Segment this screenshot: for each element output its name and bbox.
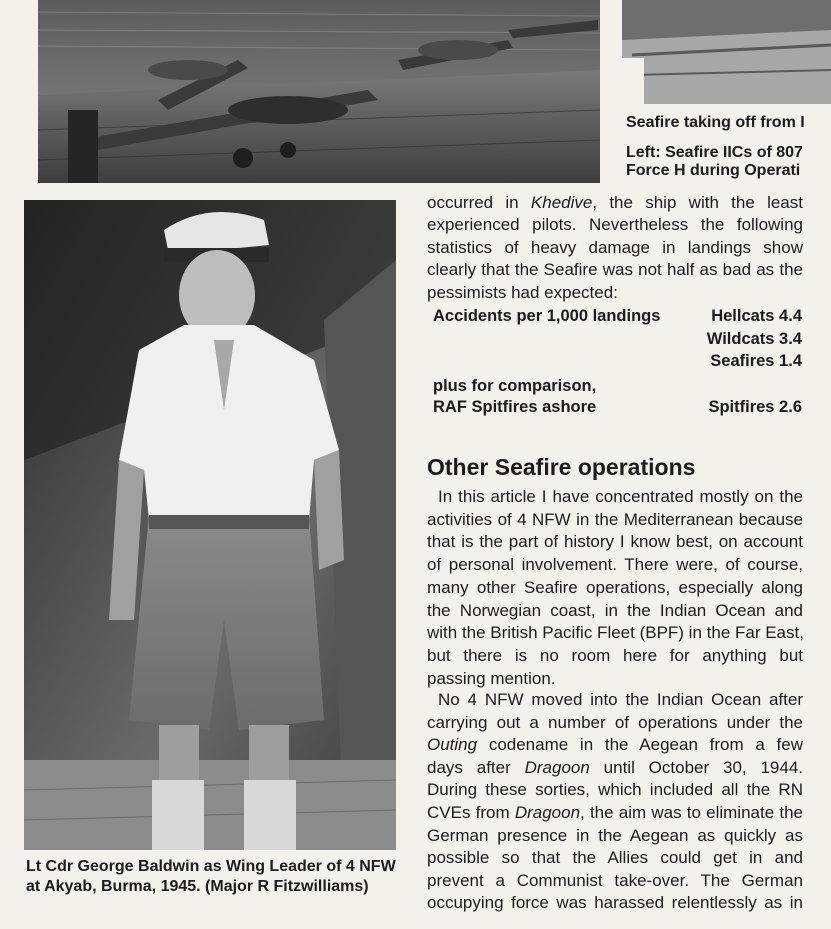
para1-line: but there is no room here for anything but — [427, 645, 803, 665]
para2-text: German presence in the Aegean as quickly as — [427, 825, 803, 845]
deck-photo-caption-line-2: Force H during Operati — [626, 162, 801, 179]
para1-line: many other Seafire operations, especially along — [427, 577, 803, 597]
deck-photo-caption-line-1: Left: Seafire IICs of 807 — [626, 144, 803, 161]
intro-text: , the ship with the least — [592, 193, 803, 212]
baldwin-portrait-photo — [24, 200, 396, 850]
seafires-on-deck-photo — [38, 0, 600, 183]
para2-line — [427, 757, 803, 779]
para1-line: passing mention. — [427, 668, 556, 688]
seafire-takeoff-photo — [622, 0, 831, 104]
para2-line — [427, 847, 803, 869]
intro-line — [427, 282, 618, 304]
para1-line: activities of 4 NFW in the Mediterranean because — [427, 509, 803, 529]
intro-line — [427, 259, 803, 281]
intro-text: experienced pilots. Nevertheless the following — [427, 215, 803, 235]
para2-line — [427, 712, 803, 734]
para2-text: No 4 NFW moved into the Indian Ocean after — [438, 690, 803, 709]
intro-line — [427, 237, 803, 259]
intro-text: occurred in — [427, 193, 531, 212]
para2-text: prevent a Communist take-over. The German — [427, 870, 803, 890]
intro-line — [427, 192, 803, 214]
para2-line — [427, 779, 803, 801]
para1-line: the Norwegian coast, in the Indian Ocean and — [427, 600, 803, 620]
stat-row-hellcats: Hellcats 4.4 — [711, 307, 802, 325]
comparison-label-1: plus for comparison, — [433, 377, 597, 395]
intro-line — [427, 214, 803, 236]
para2-italic-text: Dragoon — [524, 757, 590, 777]
para2-line — [438, 689, 803, 711]
intro-text: statistics of heavy damage in landings show — [427, 237, 803, 257]
para1-line: In this article I have concentrated mostly on the — [438, 487, 803, 506]
para2-text: occupying force was harassed relentlessly as in — [427, 893, 803, 913]
para2-line — [427, 802, 803, 824]
para2-text: During these sorties, which included all the RN — [427, 780, 803, 800]
para2-italic-text: Outing — [427, 735, 478, 755]
section-heading: Other Seafire operations — [427, 454, 696, 480]
para2-text: days after — [427, 757, 525, 777]
intro-italic-text: Khedive — [530, 193, 593, 212]
stats-label: Accidents per 1,000 landings — [433, 307, 661, 325]
para2-line — [427, 870, 803, 892]
para1-line: that is the part of history I know best, on account — [427, 532, 803, 552]
para2-line — [427, 892, 803, 914]
para2-text: codename in the Aegean from a few — [477, 735, 803, 755]
intro-text: pessimists had expected: — [427, 282, 618, 302]
para2-line — [427, 825, 803, 847]
para1-line: of personal involvement. There were, of course, — [427, 555, 803, 575]
para2-italic-text: Dragoon — [514, 803, 581, 822]
intro-text: clearly that the Seafire was not half as bad as the — [427, 260, 803, 280]
para2-text: CVEs from — [427, 803, 515, 822]
para2-text: , the aim was to eliminate the — [580, 803, 803, 822]
para2-text: possible so that the Allies could get in and — [427, 848, 803, 868]
para2-line — [427, 734, 803, 756]
comparison-label-2: RAF Spitfires ashore — [433, 398, 597, 416]
stat-row-seafires: Seafires 1.4 — [710, 352, 802, 370]
para1-line: with the British Pacific Fleet (BPF) in the Far East, — [427, 623, 804, 643]
para2-text: carrying out a number of operations under the — [427, 712, 803, 732]
takeoff-photo-caption: Seafire taking off from I — [626, 114, 805, 131]
stat-row-spitfires: Spitfires 2.6 — [708, 398, 802, 416]
para2-text: until October 30, 1944. — [589, 757, 803, 777]
portrait-caption: Lt Cdr George Baldwin as Wing Leader of 4 NFW at Akyab, Burma, 1945. (Major R Fitzwilliams) — [26, 858, 396, 895]
stat-row-wildcats: Wildcats 3.4 — [706, 330, 802, 348]
